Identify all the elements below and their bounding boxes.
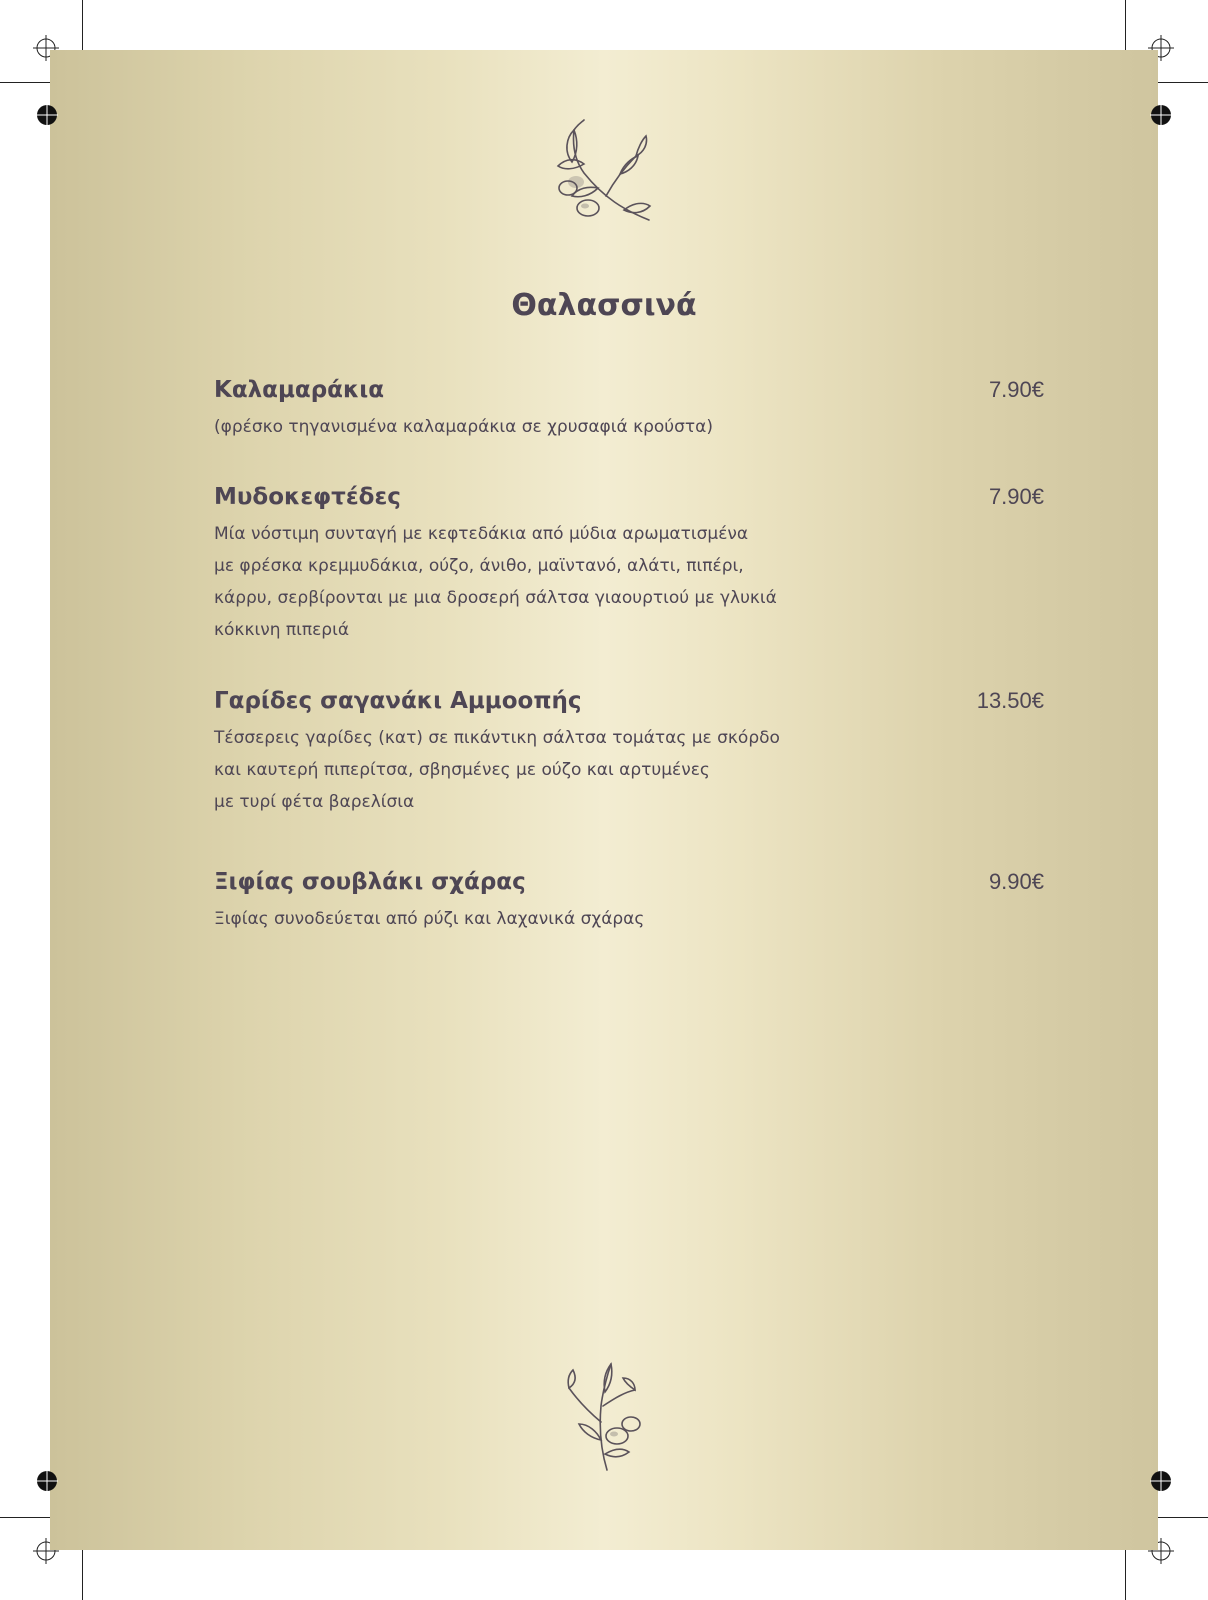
olive-branch-icon [554, 118, 654, 230]
description-line: με τυρί φέτα βαρελίσια [214, 792, 415, 812]
description-line: κόκκινη πιπεριά [214, 620, 350, 640]
olive-branch-icon [559, 1362, 649, 1474]
menu-item [214, 686, 1044, 818]
menu-item-name: Ξιφίας σουβλάκι σχάρας [214, 869, 526, 895]
menu-item-description [214, 903, 814, 935]
crop-line [82, 1550, 83, 1600]
menu-item-description [214, 722, 814, 818]
crop-line [1158, 1517, 1208, 1518]
menu-item-name: Γαρίδες σαγανάκι Αμμοοπής [214, 688, 582, 714]
description-line: και καυτερή πιπερίτσα, σβησμένες με ούζο και αρτυμένες [214, 760, 710, 780]
registration-dot-icon [1150, 1470, 1172, 1492]
menu-item-price: 13.50€ [976, 688, 1044, 713]
registration-dot-icon [36, 1470, 58, 1492]
description-line: Τέσσερεις γαρίδες (κατ) σε πικάντικη σάλτσα τομάτας με σκόρδο [214, 728, 780, 748]
crop-line [1158, 82, 1208, 83]
menu-item-price: 7.90€ [988, 377, 1044, 402]
registration-dot-icon [36, 104, 58, 126]
description-line: Ξιφίας συνοδεύεται από ρύζι και λαχανικά σχάρας [214, 909, 645, 929]
section-title: Θαλασσινά [511, 288, 697, 323]
menu-item [214, 375, 1044, 443]
menu-item [214, 867, 1044, 935]
menu-item-description [214, 411, 814, 443]
bottom-decoration [50, 1362, 1158, 1478]
menu-page [50, 50, 1158, 1550]
crop-line [0, 82, 50, 83]
crop-line [1125, 0, 1126, 50]
description-line: με φρέσκα κρεμμυδάκια, ούζο, άνιθο, μαϊντανό, αλάτι, πιπέρι, [214, 556, 744, 576]
menu-item-name: Μυδοκεφτέδες [214, 484, 401, 510]
menu-item-description [214, 518, 814, 646]
crop-line [0, 1517, 50, 1518]
menu-item-price: 9.90€ [988, 869, 1044, 894]
crop-line [82, 0, 83, 50]
top-decoration [50, 118, 1158, 234]
description-line: Μία νόστιμη συνταγή με κεφτεδάκια από μύδια αρωματισμένα [214, 524, 749, 544]
registration-dot-icon [1150, 104, 1172, 126]
menu-item-price: 7.90€ [988, 484, 1044, 509]
description-line: κάρρυ, σερβίρονται με μια δροσερή σάλτσα γιαουρτιού με γλυκιά [214, 588, 777, 608]
crop-line [1125, 1550, 1126, 1600]
menu-item-name: Καλαμαράκια [214, 377, 385, 403]
menu-item [214, 482, 1044, 646]
description-line: (φρέσκο τηγανισμένα καλαμαράκια σε χρυσαφιά κρούστα) [214, 417, 713, 437]
